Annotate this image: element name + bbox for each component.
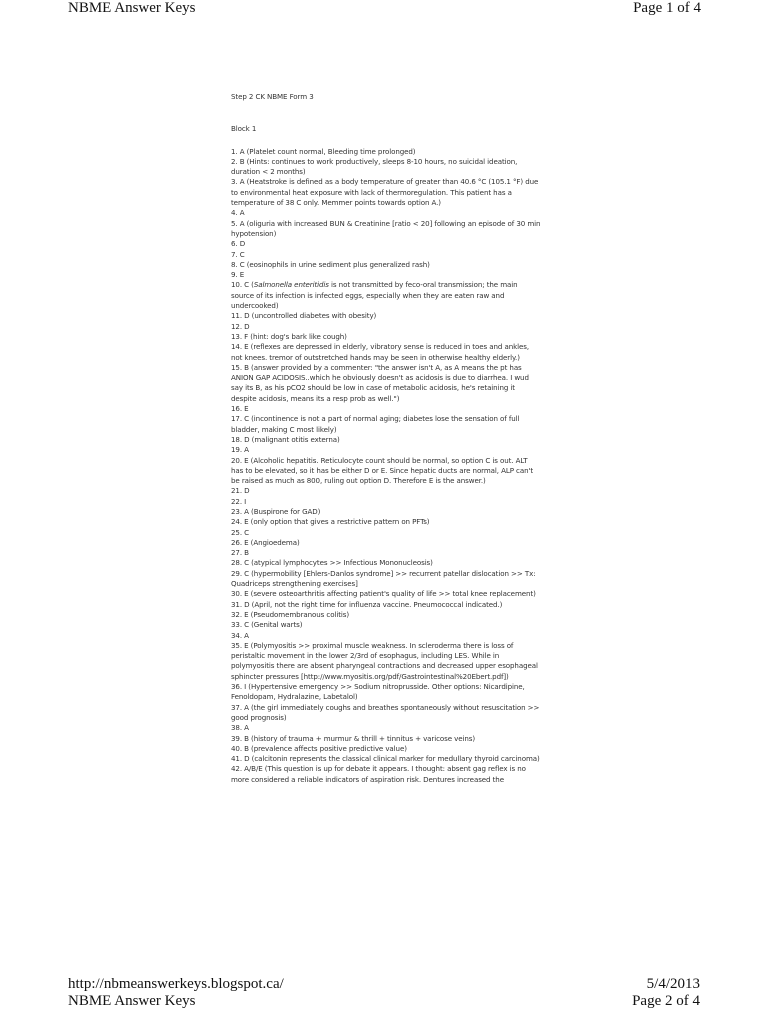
answer-item: 2. B (Hints: continues to work productively, sleeps 8-10 hours, no suicidal ideation, duration < 2 months) xyxy=(231,156,518,177)
next-page-number: Page 2 of 4 xyxy=(632,993,700,1009)
answer-item-suffix: is not transmitted by feco-oral transmission; the main source of its infection is infected eggs, especially when they are eaten raw and undercooked) xyxy=(231,280,518,311)
answer-item: 25. C xyxy=(231,527,249,537)
answer-item: 37. A (the girl immediately coughs and breathes spontaneously without resuscitation >> good prognosis) xyxy=(231,702,540,722)
answer-item: 1. A (Platelet count normal, Bleeding time prolonged) xyxy=(231,146,416,156)
answer-item: 41. D (calcitonin represents the classical clinical marker for medullary thyroid carcinoma) xyxy=(231,754,540,764)
document-body xyxy=(231,92,541,785)
answer-item-prefix: 10. C ( xyxy=(231,280,254,290)
answer-item: 5. A (oliguria with increased BUN & Creatinine [ratio < 20] following an episode of 30 min hypotension) xyxy=(231,218,541,238)
answer-item: 3. A (Heatstroke is defined as a body temperature of greater than 40.6 °C (105.1 °F) due to environmental heat exposure with lack of thermoregulation. This patient has a temperature of 38 C only. Memmer points towards option A.) xyxy=(231,177,539,208)
footer-url: http://nbmeanswerkeys.blogspot.ca/ xyxy=(68,976,284,992)
answer-item: 13. F (hint: dog's bark like cough) xyxy=(231,331,347,341)
answer-item: 42. A/B/E (This question is up for debate it appears. I thought: absent gag reflex is no more considered a reliable indicators of aspiration risk. Dentures increased the xyxy=(231,764,526,784)
answer-item: 7. C xyxy=(231,249,245,259)
page-number: Page 1 of 4 xyxy=(633,0,701,16)
answer-item: 38. A xyxy=(231,723,249,733)
answer-list xyxy=(231,147,541,785)
answer-item: 33. C (Genital warts) xyxy=(231,620,303,630)
answer-item: 14. E (reflexes are depressed in elderly, vibratory sense is reduced in toes and ankles, not knees. tremor of outstretched hands may be seen in otherwise healthy elderly.) xyxy=(231,342,529,362)
answer-item: 11. D (uncontrolled diabetes with obesity) xyxy=(231,311,377,321)
answer-item: 32. E (Pseudomembranous colitis) xyxy=(231,609,350,619)
answer-item: 28. C (atypical lymphocytes >> Infectious Mononucleosis) xyxy=(231,558,433,568)
block-heading: Block 1 xyxy=(231,124,257,134)
answer-item: 40. B (prevalence affects positive predictive value) xyxy=(231,743,407,753)
answer-item: 8. C (eosinophils in urine sediment plus generalized rash) xyxy=(231,259,430,269)
answer-item: 29. C (hypermobility [Ehlers-Danlos syndrome] >> recurrent patellar dislocation >> Tx: Quadriceps strengthening exercises] xyxy=(231,568,536,589)
page-header-title: NBME Answer Keys xyxy=(68,0,196,16)
answer-item: 21. D xyxy=(231,486,250,496)
answer-item: 31. D (April, not the right time for influenza vaccine. Pneumococcal indicated.) xyxy=(231,599,503,609)
answer-item: 30. E (severe osteoarthritis affecting patient's quality of life >> total knee replacement) xyxy=(231,589,536,599)
answer-item: 9. E xyxy=(231,270,245,280)
answer-item: 35. E (Polymyositis >> proximal muscle weakness. In scleroderma there is loss of peristaltic movement in the lower 2/3rd of esophagus, including LES. While in polymyositis there are absent pharyngeal contractions and decreased upper esophageal sphincter pressures [http://www.myositis.org/pdf/Gastrointestinal%20Ebert.pdf]) xyxy=(231,640,538,681)
answer-item: 6. D xyxy=(231,239,246,249)
answer-item: 22. I xyxy=(231,496,247,506)
answer-item: 36. I (Hypertensive emergency >> Sodium nitroprusside. Other options: Nicardipine, Fenoldopam, Hydralazine, Labetalol) xyxy=(231,682,525,702)
answer-item: 18. D (malignant otitis externa) xyxy=(231,434,340,444)
answer-item: 39. B (history of trauma + murmur & thrill + tinnitus + varicose veins) xyxy=(231,733,476,743)
document-title: Step 2 CK NBME Form 3 xyxy=(231,92,314,101)
answer-item: 24. E (only option that gives a restrictive pattern on PFTs) xyxy=(231,517,430,527)
answer-item: 12. D xyxy=(231,321,250,331)
answer-item: 4. A xyxy=(231,208,245,218)
answer-item: 27. B xyxy=(231,548,249,558)
answer-item: 19. A xyxy=(231,445,249,455)
answer-item: 17. C (incontinence is not a part of normal aging; diabetes lose the sensation of full bladder, making C most likely) xyxy=(231,414,520,434)
answer-item: 26. E (Angioedema) xyxy=(231,537,300,547)
answer-item: 20. E (Alcoholic hepatitis. Reticulocyte count should be normal, so option C is out. ALT has to be elevated, so it has be either D or E. Since hepatic ducts are normal, ALP can't be raised as much as 800, ruling out option D. Therefore E is the answer.) xyxy=(231,455,534,486)
answer-item-italic: Salmonella enteritidis xyxy=(253,280,329,290)
footer-date: 5/4/2013 xyxy=(646,976,700,992)
next-page-header-title: NBME Answer Keys xyxy=(68,993,196,1009)
answer-item xyxy=(231,280,541,311)
answer-item: 23. A (Buspirone for GAD) xyxy=(231,506,321,516)
answer-item: 15. B (answer provided by a commenter: "the answer isn't A, as A means the pt has ANION GAP ACIDOSIS..which he obviously doesn't as acidosis is due to diarrhea. I wud say its B, as his pCO2 should be low in case of metabolic acidosis, he's retaining it despite acidosis, means its a resp prob as well.") xyxy=(231,362,529,403)
answer-item: 34. A xyxy=(231,630,249,640)
answer-item: 16. E xyxy=(231,404,249,414)
